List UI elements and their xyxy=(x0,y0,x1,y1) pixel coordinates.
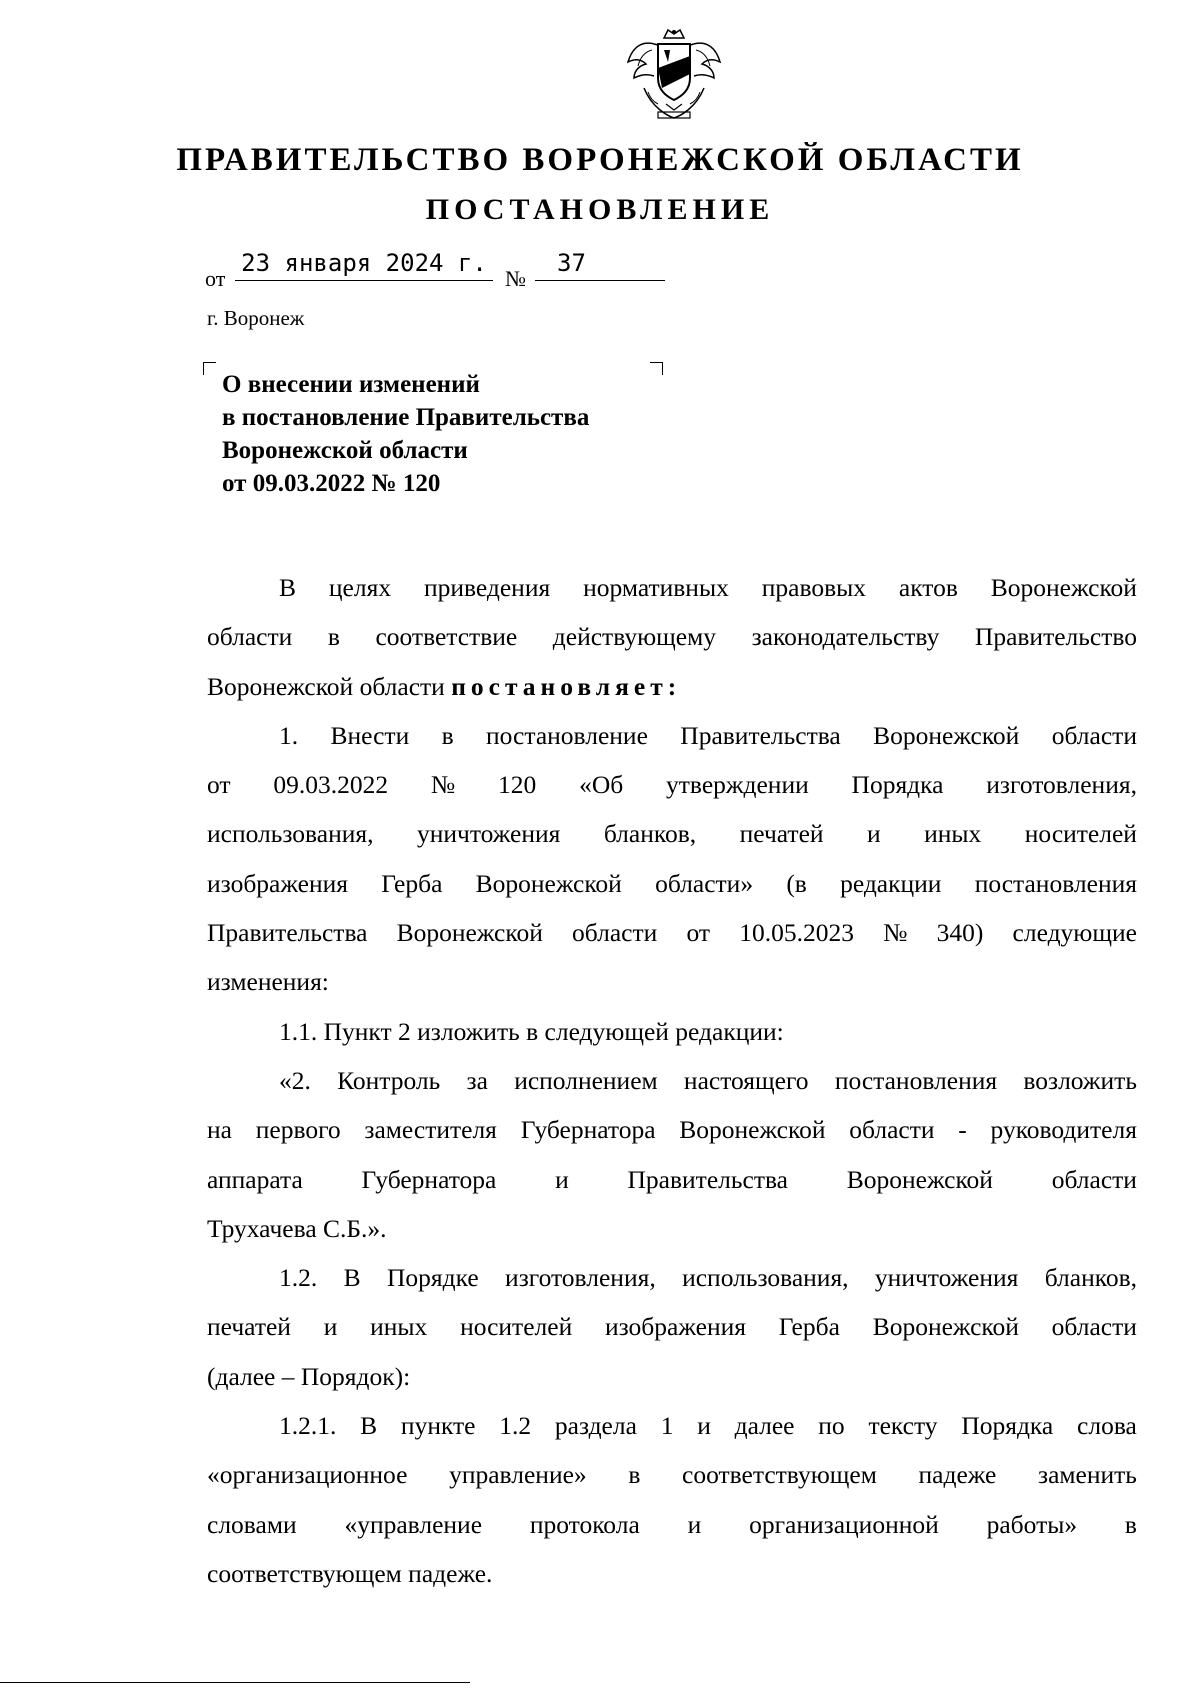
body-word: приведения xyxy=(423,573,551,602)
body-word: «организационное xyxy=(207,1460,408,1490)
body-word: Воронежской xyxy=(475,868,622,898)
subject-line: Воронежской области xyxy=(222,437,468,464)
body-line: соответствующем падеже. xyxy=(207,1558,493,1588)
body-word: области xyxy=(1051,1312,1137,1342)
body-word: правовых xyxy=(761,573,866,602)
body-word: Правительства xyxy=(680,720,841,750)
body-word: и xyxy=(323,1312,338,1342)
city-label: г. Воронеж xyxy=(207,306,305,330)
body-word: изготовления, xyxy=(986,770,1137,800)
body-word: «Об xyxy=(579,770,624,800)
subject-line: О внесении изменений xyxy=(222,371,480,398)
body-word: Губернатора xyxy=(520,1115,656,1145)
body-word: руководителя xyxy=(990,1115,1137,1145)
body-word: следующие xyxy=(1012,918,1137,948)
body-word: редакции xyxy=(840,868,942,898)
body-word: Порядка xyxy=(851,770,944,800)
body-word: уничтожения xyxy=(874,1263,1019,1293)
body-line xyxy=(207,662,1137,711)
body-word: 1. xyxy=(279,720,299,750)
body-line xyxy=(207,563,1137,612)
body-word: (в xyxy=(786,868,807,898)
body-word: бланков, xyxy=(603,819,697,849)
body-word: области xyxy=(207,622,293,652)
body-line xyxy=(207,908,1137,957)
body-word: слова xyxy=(1077,1411,1137,1441)
body-word: Внести xyxy=(330,720,410,750)
body-word: в xyxy=(327,622,340,652)
body-word: изготовления, xyxy=(505,1263,656,1293)
body-word: иных xyxy=(370,1312,428,1342)
body-word: 09.03.2022 xyxy=(273,770,389,800)
body-word: «2. xyxy=(279,1065,311,1095)
body-word: 10.05.2023 xyxy=(739,918,854,948)
body-word: управление» xyxy=(449,1460,587,1490)
body-word: постановления xyxy=(834,1065,998,1095)
body-line xyxy=(207,859,1137,908)
body-word: использования, xyxy=(207,819,374,849)
body-word: соответствие xyxy=(375,622,518,652)
body-word: печатей xyxy=(739,819,824,849)
body-word: соответствующем xyxy=(682,1460,877,1490)
number-sign: № xyxy=(505,266,526,291)
body-word: возложить xyxy=(1023,1065,1137,1095)
body-line xyxy=(207,1450,1137,1499)
body-word: в xyxy=(1124,1509,1137,1539)
body-text: Воронежской области xyxy=(207,671,445,701)
resolves-word: постановляет: xyxy=(451,671,682,701)
body-word: 340) xyxy=(936,918,984,948)
subject-bracket-right xyxy=(650,362,663,375)
body-word: Губернатора xyxy=(361,1164,497,1194)
date-prefix: от xyxy=(205,266,226,291)
body-word: утверждении xyxy=(666,770,809,800)
body-word: области xyxy=(1051,720,1137,750)
body-word: Контроль xyxy=(337,1065,441,1095)
body-line xyxy=(207,1155,1137,1204)
bottom-divider xyxy=(0,1682,470,1683)
body-word: протокола xyxy=(529,1509,640,1539)
body-word: Воронежской xyxy=(396,918,543,948)
body-word: Правительства xyxy=(207,918,368,948)
body-word: и xyxy=(697,1411,711,1441)
body-word: Воронежской xyxy=(679,1115,826,1145)
body-word: на xyxy=(207,1115,232,1145)
body-word: Герба xyxy=(381,868,443,898)
body-word: № xyxy=(883,918,908,948)
body-word: аппарата xyxy=(207,1164,303,1194)
body-line xyxy=(207,809,1137,858)
body-word: исполнением xyxy=(514,1065,658,1095)
government-title: ПРАВИТЕЛЬСТВО ВОРОНЕЖСКОЙ ОБЛАСТИ xyxy=(176,142,1024,178)
body-word: целях xyxy=(328,573,392,602)
body-word: действующему xyxy=(552,622,717,652)
body-word: тексту xyxy=(868,1411,938,1441)
body-line xyxy=(207,760,1137,809)
body-word: и xyxy=(867,819,881,849)
body-word: работы» xyxy=(986,1509,1078,1539)
body-word: использования, xyxy=(682,1263,849,1293)
body-word: нормативных xyxy=(583,573,729,602)
subject-bracket-left xyxy=(203,362,216,375)
body-word: постановления xyxy=(974,868,1137,898)
body-word: и xyxy=(555,1164,569,1194)
body-word: актов xyxy=(898,573,958,602)
body-word: Воронежской xyxy=(872,1312,1019,1342)
body-word: 1 xyxy=(660,1411,674,1441)
body-word: 1.2 xyxy=(499,1411,532,1441)
body-word: области» xyxy=(655,868,754,898)
body-word: законодательству xyxy=(751,622,940,652)
body-word: Воронежской xyxy=(990,573,1137,602)
body-line xyxy=(207,612,1137,661)
body-word: постановление xyxy=(486,720,648,750)
body-word: области xyxy=(849,1115,935,1145)
body-word: Правительство xyxy=(974,622,1137,652)
body-word: носителей xyxy=(460,1312,573,1342)
document-type-title: ПОСТАНОВЛЕНИЕ xyxy=(425,193,775,226)
body-word: далее xyxy=(734,1411,795,1441)
date-number-line xyxy=(205,248,675,291)
body-word: от xyxy=(207,770,231,800)
body-line: 1.1. Пункт 2 изложить в следующей редакции: xyxy=(279,1016,784,1046)
body-line xyxy=(207,711,1137,760)
body-word: В xyxy=(343,1263,361,1293)
body-word: организационной xyxy=(749,1509,939,1539)
body-word: 1.2. xyxy=(279,1263,318,1293)
body-word: заменить xyxy=(1038,1460,1137,1490)
subject-line: от 09.03.2022 № 120 xyxy=(222,470,441,497)
body-word: Порядка xyxy=(961,1411,1054,1441)
document-number: 37 xyxy=(535,248,665,281)
body-word: заместителя xyxy=(364,1115,497,1145)
body-line xyxy=(207,1056,1137,1105)
coat-of-arms-icon xyxy=(622,28,726,124)
body-line xyxy=(207,1105,1137,1154)
body-word: настоящего xyxy=(683,1065,809,1095)
body-word: изображения xyxy=(604,1312,746,1342)
body-word: от xyxy=(686,918,711,948)
body-word: № xyxy=(430,770,456,800)
body-word: носителей xyxy=(1024,819,1137,849)
body-line xyxy=(207,1500,1137,1549)
body-line xyxy=(207,1253,1137,1302)
body-word: В xyxy=(360,1411,378,1441)
body-line: (далее – Порядок): xyxy=(207,1361,411,1391)
body-line: Трухачева С.Б.». xyxy=(207,1213,387,1243)
body-word: за xyxy=(466,1065,488,1095)
body-word: области xyxy=(572,918,658,948)
body-word: падеже xyxy=(918,1460,997,1490)
body-word: В xyxy=(279,573,297,602)
body-word: - xyxy=(958,1115,967,1145)
body-word: иных xyxy=(924,819,982,849)
body-word: Правительства xyxy=(627,1164,788,1194)
body-word: Герба xyxy=(778,1312,840,1342)
body-word: области xyxy=(1051,1164,1137,1194)
document-date: 23 января 2024 г. xyxy=(235,248,493,281)
body-word: изображения xyxy=(207,868,348,898)
body-word: 120 xyxy=(498,770,537,800)
body-line: изменения: xyxy=(207,967,329,997)
document-subject xyxy=(222,368,589,500)
body-line xyxy=(207,1302,1137,1351)
body-word: в xyxy=(628,1460,641,1490)
body-word: печатей xyxy=(207,1312,291,1342)
body-line xyxy=(207,1401,1137,1450)
document-body xyxy=(207,563,1137,1598)
body-word: Воронежской xyxy=(846,1164,993,1194)
subject-line: в постановление Правительства xyxy=(222,404,590,431)
body-word: по xyxy=(818,1411,845,1441)
body-word: бланков, xyxy=(1044,1263,1137,1293)
body-word: уничтожения xyxy=(416,819,561,849)
body-word: словами xyxy=(207,1509,297,1539)
body-word: пункте xyxy=(400,1411,476,1441)
body-word: и xyxy=(687,1509,702,1539)
body-word: Порядке xyxy=(386,1263,479,1293)
body-word: первого xyxy=(255,1115,341,1145)
body-word: Воронежской xyxy=(873,720,1020,750)
body-word: «управление xyxy=(344,1509,483,1539)
body-word: 1.2.1. xyxy=(279,1411,337,1441)
body-word: в xyxy=(441,720,454,750)
body-word: раздела xyxy=(554,1411,637,1441)
